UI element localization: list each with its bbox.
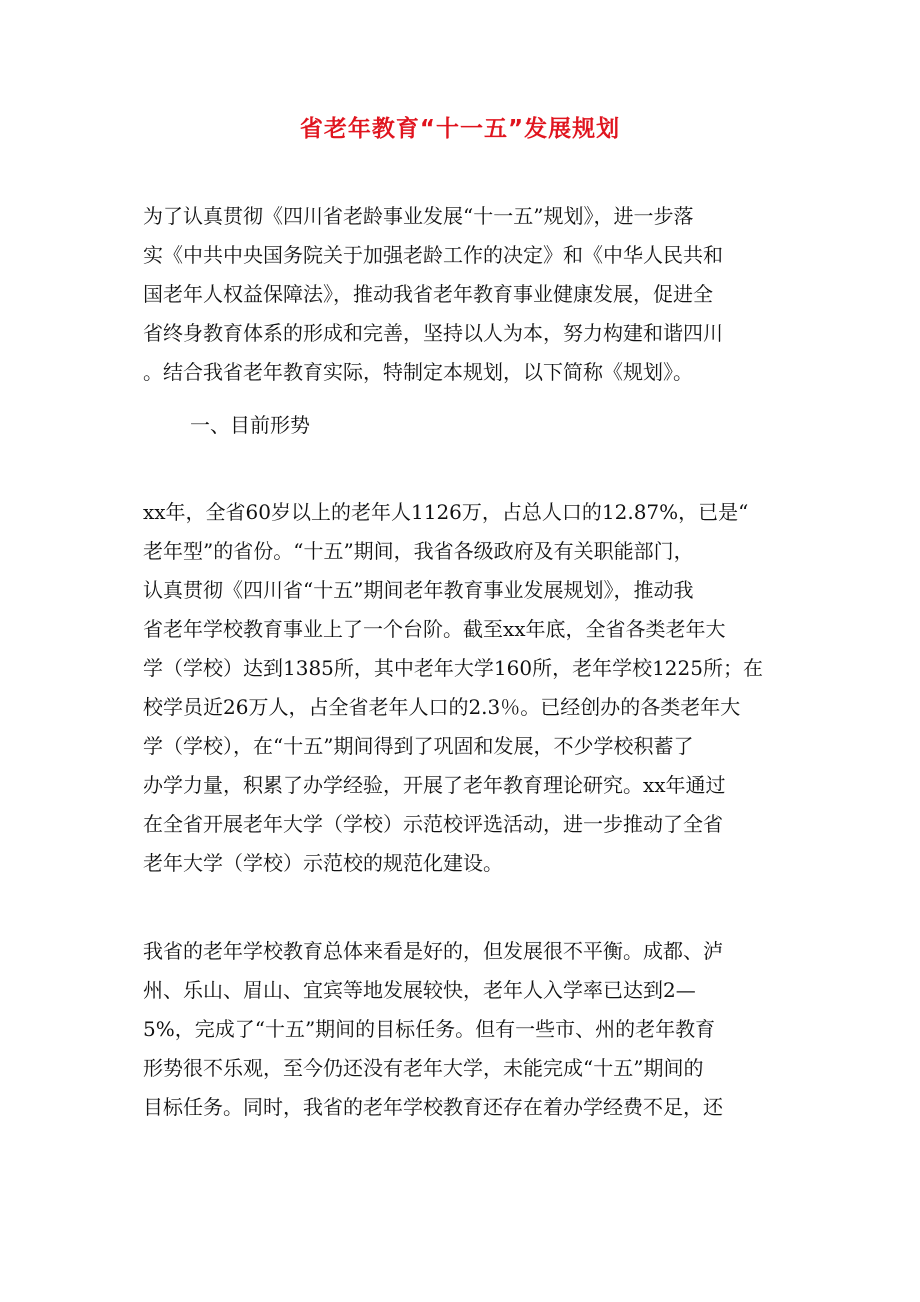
paragraph-1-line: 。结合我省老年教育实际，特制定本规划，以下简称《规划》。 <box>143 360 693 384</box>
paragraph-3-line: 州、乐山、眉山、宜宾等地发展较快，老年人入学率已达到2— <box>143 978 696 1002</box>
paragraph-3-line: 形势很不乐观，至今仍还没有老年大学，未能完成“十五”期间的 <box>143 1056 704 1080</box>
paragraph-2-line: 在全省开展老年大学（学校）示范校评选活动，进一步推动了全省 <box>143 812 723 836</box>
paragraph-3-line: 目标任务。同时，我省的老年学校教育还存在着办学经费不足，还 <box>143 1095 723 1119</box>
paragraph-2-line: xx年，全省60岁以上的老年人1126万，占总人口的12.87%，已是“ <box>143 500 749 524</box>
paragraph-1-line: 国老年人权益保障法》，推动我省老年教育事业健康发展，促进全 <box>143 282 713 306</box>
paragraph-2-line: 学（学校），在“十五”期间得到了巩固和发展，不少学校积蓄了 <box>143 734 694 758</box>
paragraph-1-line: 为了认真贯彻《四川省老龄事业发展“十一五”规划》，进一步落 <box>143 204 694 228</box>
paragraph-3-line: 5%，完成了“十五”期间的目标任务。但有一些市、州的老年教育 <box>143 1017 716 1041</box>
document-title: 省老年教育“十一五”发展规划 <box>299 116 621 142</box>
paragraph-2-line: 办学力量，积累了办学经验，开展了老年教育理论研究。xx年通过 <box>143 773 726 797</box>
paragraph-2-line: 省老年学校教育事业上了一个台阶。截至xx年底，全省各类老年大 <box>143 617 726 641</box>
section-heading: 一、目前形势 <box>190 413 310 437</box>
paragraph-2-line: 学（学校）达到1385所，其中老年大学160所，老年学校1225所；在 <box>143 656 763 680</box>
paragraph-3-line: 我省的老年学校教育总体来看是好的，但发展很不平衡。成都、泸 <box>143 939 723 963</box>
paragraph-2-line: 认真贯彻《四川省“十五”期间老年教育事业发展规划》，推动我 <box>143 578 694 602</box>
paragraph-1-line: 实《中共中央国务院关于加强老龄工作的决定》和《中华人民共和 <box>143 243 723 267</box>
paragraph-2-line: 老年大学（学校）示范校的规范化建设。 <box>143 851 503 875</box>
paragraph-1-line: 省终身教育体系的形成和完善，坚持以人为本，努力构建和谐四川 <box>143 321 723 345</box>
paragraph-2-line: 老年型”的省份。“十五”期间，我省各级政府及有关职能部门， <box>143 539 694 563</box>
paragraph-2-line: 校学员近26万人，占全省老年人口的2.3％。已经创办的各类老年大 <box>143 695 741 719</box>
